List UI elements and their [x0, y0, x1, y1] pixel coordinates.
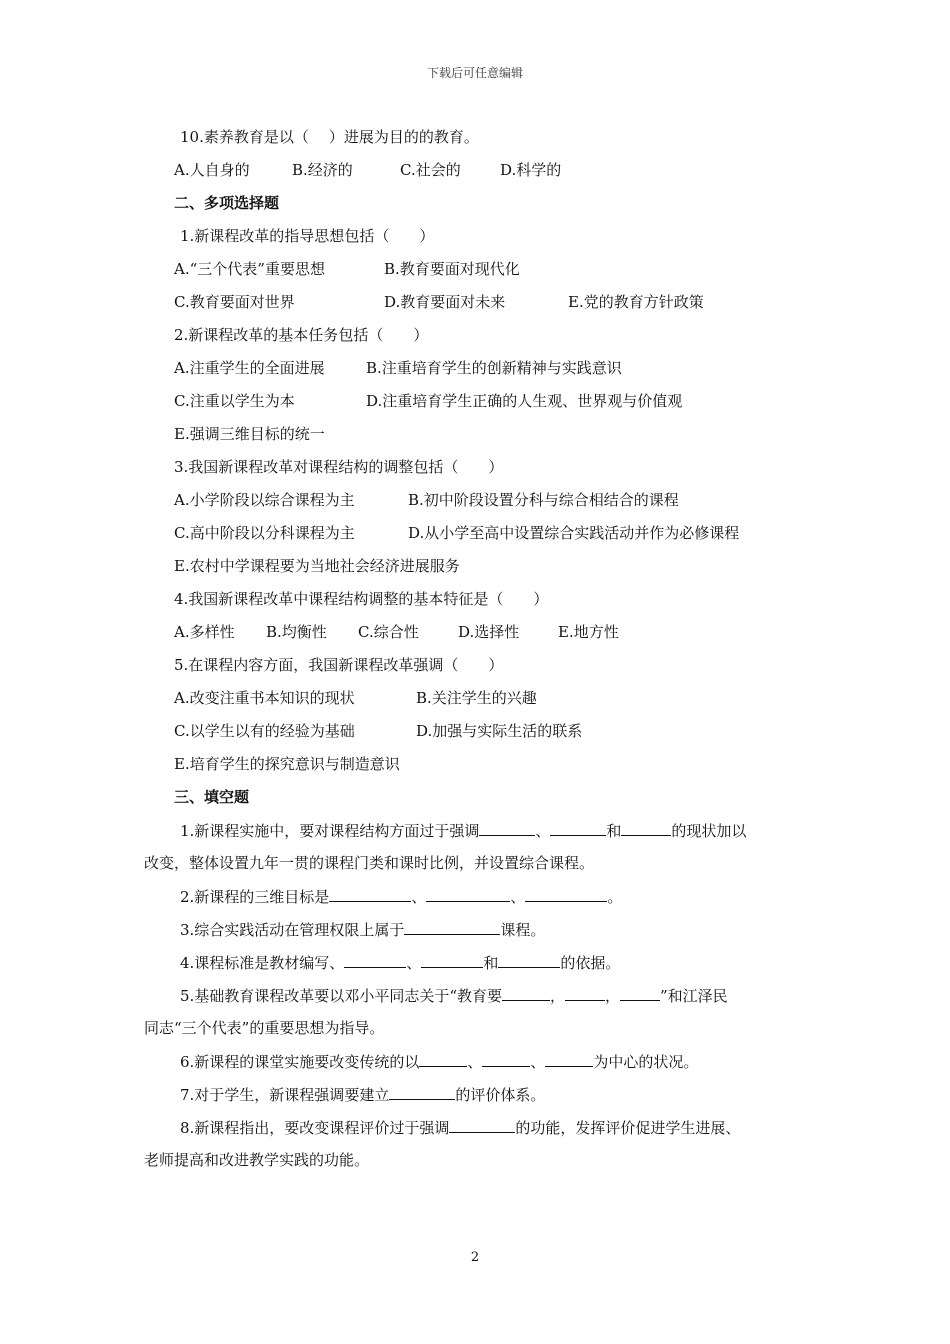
page-header: 下载后可任意编辑	[426, 66, 523, 80]
mc-question-5-options-row1	[144, 687, 824, 720]
fill-question-7	[144, 1083, 824, 1116]
answer-blank[interactable]	[329, 885, 411, 902]
option-d: D.加强与实际生活的联系	[416, 722, 583, 740]
answer-blank[interactable]	[479, 819, 535, 836]
answer-blank[interactable]	[550, 819, 606, 836]
fill-text: ，	[605, 987, 621, 1005]
mc-question-2: 2.新课程改革的基本任务包括（ ）	[174, 326, 429, 344]
option-b: B.教育要面对现代化	[384, 260, 520, 278]
fill-text: 7.对于学生，新课程强调要建立	[180, 1086, 390, 1104]
option-a: A.“三个代表”重要思想	[174, 260, 325, 278]
answer-blank[interactable]	[620, 984, 660, 1001]
answer-blank[interactable]	[525, 885, 607, 902]
mc-question-1: 1.新课程改革的指导思想包括（ ）	[180, 227, 435, 245]
option-d: D.从小学至高中设置综合实践活动并作为必修课程	[408, 524, 740, 542]
question-stem: 10.素养教育是以（	[180, 128, 309, 146]
fill-question-5	[144, 984, 824, 1017]
fill-text: 4.课程标准是教材编写、	[180, 954, 345, 972]
option-c: C.教育要面对世界	[174, 293, 295, 311]
fill-text: 。	[607, 888, 623, 906]
fill-text: 、	[467, 1053, 483, 1071]
option-e: E.党的教育方针政策	[568, 293, 704, 311]
answer-blank[interactable]	[426, 885, 510, 902]
option-c: C.高中阶段以分科课程为主	[174, 524, 355, 542]
mc-question-3: 3.我国新课程改革对课程结构的调整包括（ ）	[174, 458, 504, 476]
mc-question-5-options-row2	[144, 720, 824, 753]
fill-text: 、	[411, 888, 427, 906]
fill-text: 、	[510, 888, 526, 906]
option-b: B.初中阶段设置分科与综合相结合的课程	[408, 491, 679, 509]
mc-question-2-options-row3	[144, 423, 824, 456]
fill-text: 6.新课程的课堂实施要改变传统的以	[180, 1053, 420, 1071]
mc-question-3-options-row1	[144, 489, 824, 522]
option-b: B.关注学生的兴趣	[416, 689, 537, 707]
question-10	[144, 126, 824, 159]
mc-question-3-options-row3	[144, 555, 824, 588]
option-a: A.注重学生的全面进展	[174, 359, 325, 377]
answer-blank[interactable]	[404, 918, 500, 935]
fill-text: 、	[406, 954, 422, 972]
mc-question-4: 4.我国新课程改革中课程结构调整的基本特征是（ ）	[174, 590, 549, 608]
option-a: A.小学阶段以综合课程为主	[174, 491, 355, 509]
mc-question-1-options-row2	[144, 291, 824, 324]
option-d: D.教育要面对未来	[384, 293, 506, 311]
option-a: A.多样性	[174, 623, 235, 641]
fill-question-1	[144, 819, 824, 852]
fill-text: 1.新课程实施中，要对课程结构方面过于强调	[180, 822, 480, 840]
fill-text: 的功能，发挥评价促进学生进展、	[515, 1119, 741, 1137]
option-e: E.培育学生的探究意识与制造意识	[174, 755, 400, 773]
option-a: A.人自身的	[174, 161, 250, 179]
fill-text: 的依据。	[560, 954, 621, 972]
answer-blank[interactable]	[502, 984, 550, 1001]
fill-question-8-continued: 老师提高和改进教学实践的功能。	[144, 1151, 370, 1169]
answer-blank[interactable]	[419, 1050, 467, 1067]
option-c: C.综合性	[358, 623, 419, 641]
fill-text: 和	[606, 822, 622, 840]
fill-text: ”和江泽民	[660, 987, 728, 1005]
fill-text: 3.综合实践活动在管理权限上属于	[180, 921, 405, 939]
option-c: C.社会的	[400, 161, 461, 179]
fill-question-2	[144, 885, 824, 918]
fill-text: 和	[483, 954, 499, 972]
question-stem: ）进展为目的的教育。	[328, 128, 479, 146]
answer-blank[interactable]	[344, 951, 406, 968]
answer-blank[interactable]	[565, 984, 605, 1001]
option-b: B.经济的	[292, 161, 353, 179]
option-b: B.均衡性	[266, 623, 327, 641]
answer-blank[interactable]	[421, 951, 483, 968]
fill-text: 5.基础教育课程改革要以邓小平同志关于“教育要	[180, 987, 502, 1005]
fill-question-1-continued: 改变，整体设置九年一贯的课程门类和课时比例，并设置综合课程。	[144, 854, 595, 872]
question-10-options	[144, 159, 824, 192]
fill-text: ，	[549, 987, 565, 1005]
fill-question-4	[144, 951, 824, 984]
option-e: E.地方性	[558, 623, 619, 641]
option-c: C.以学生以有的经验为基础	[174, 722, 355, 740]
fill-text: 、	[530, 1053, 546, 1071]
option-d: D.科学的	[500, 161, 562, 179]
fill-text: 为中心的状况。	[593, 1053, 699, 1071]
fill-question-6	[144, 1050, 824, 1083]
answer-blank[interactable]	[498, 951, 560, 968]
option-b: B.注重培育学生的创新精神与实践意识	[366, 359, 622, 377]
mc-question-2-options-row1	[144, 357, 824, 390]
mc-question-2-options-row2	[144, 390, 824, 423]
option-e: E.强调三维目标的统一	[174, 425, 325, 443]
fill-text: 2.新课程的三维目标是	[180, 888, 330, 906]
option-d: D.选择性	[458, 623, 520, 641]
option-e: E.农村中学课程要为当地社会经济进展服务	[174, 557, 460, 575]
fill-text: 课程。	[500, 921, 546, 939]
fill-text: 的评价体系。	[455, 1086, 546, 1104]
section-2-title: 二、多项选择题	[174, 194, 280, 212]
fill-text: 8.新课程指出，要改变课程评价过于强调	[180, 1119, 450, 1137]
fill-question-5-continued: 同志“三个代表”的重要思想为指导。	[144, 1019, 385, 1037]
fill-question-3	[144, 918, 824, 951]
option-a: A.改变注重书本知识的现状	[174, 689, 355, 707]
answer-blank[interactable]	[545, 1050, 593, 1067]
mc-question-1-options-row1	[144, 258, 824, 291]
fill-text: 、	[535, 822, 551, 840]
mc-question-5-options-row3	[144, 753, 824, 786]
mc-question-5: 5.在课程内容方面，我国新课程改革强调（ ）	[174, 656, 504, 674]
option-d: D.注重培育学生正确的人生观、世界观与价值观	[366, 392, 683, 410]
section-3-title: 三、填空题	[174, 788, 250, 806]
fill-text: 的现状加以	[671, 822, 747, 840]
mc-question-3-options-row2	[144, 522, 824, 555]
answer-blank[interactable]	[482, 1050, 530, 1067]
document-body	[144, 126, 824, 1182]
fill-question-8	[144, 1116, 824, 1149]
page-number: 2	[470, 1250, 480, 1265]
mc-question-4-options	[144, 621, 824, 654]
answer-blank[interactable]	[621, 819, 671, 836]
answer-blank[interactable]	[389, 1083, 455, 1100]
option-c: C.注重以学生为本	[174, 392, 295, 410]
answer-blank[interactable]	[449, 1116, 515, 1133]
